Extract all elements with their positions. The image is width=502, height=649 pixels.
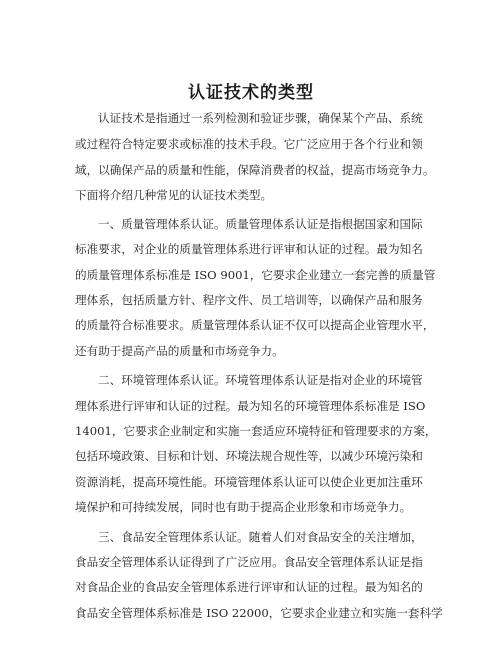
paragraph-line: 的质量管理体系标准是 ISO 9001，它要求企业建立一套完善的质量管: [75, 268, 436, 282]
paragraph-line: 的质量符合标准要求。质量管理体系认证不仅可以提高企业管理水平，: [75, 318, 435, 332]
paragraph-line: 14001，它要求企业制定和实施一套适应环境特征和管理要求的方案，: [75, 424, 437, 438]
paragraph-line: 理体系进行评审和认证的过程。最为知名的环境管理体系标准是 ISO: [75, 399, 426, 413]
paragraph-line: 理体系，包括质量方针、程序文件、员工培训等，以确保产品和服务: [75, 293, 423, 307]
paragraph-line: 下面将介绍几种常见的认证技术类型。: [75, 188, 273, 202]
paragraph-line: 境保护和可持续发展，同时也有助于提高企业形象和市场竞争力。: [75, 500, 412, 514]
paragraph-line: 一、质量管理体系认证。质量管理体系认证是指根据国家和国际: [98, 217, 423, 231]
paragraph-line: 域，以确保产品的质量和性能，保障消费者的权益，提高市场竞争力。: [75, 163, 435, 177]
paragraph-line: 三、食品安全管理体系认证。随着人们对食品安全的关注增加，: [98, 530, 423, 544]
paragraph-line: 包括环境政策、目标和计划、环境法规合规性等，以减少环境污染和: [75, 449, 423, 463]
page-title: 认证技术的类型: [188, 83, 314, 103]
paragraph-line: 食品安全管理体系认证得到了广泛应用。食品安全管理体系认证是指: [75, 555, 423, 569]
paragraph-line: 资源消耗，提高环境性能。环境管理体系认证可以使企业更加注重环: [75, 475, 423, 489]
paragraph-line: 标准要求，对企业的质量管理体系进行评审和认证的过程。最为知名: [75, 242, 423, 256]
paragraph-line: 对食品企业的食品安全管理体系进行评审和认证的过程。最为知名的: [75, 580, 423, 594]
paragraph-line: 二、环境管理体系认证。环境管理体系认证是指对企业的环境管: [98, 373, 423, 387]
paragraph-line: 或过程符合特定要求或标准的技术手段。它广泛应用于各个行业和领: [75, 137, 423, 151]
paragraph-line: 还有助于提高产品的质量和市场竞争力。: [75, 344, 284, 358]
paragraph-line: 食品安全管理体系标准是 ISO 22000，它要求企业建立和实施一套科学: [75, 606, 443, 620]
paragraph-line: 认证技术是指通过一系列检测和验证步骤，确保某个产品、系统: [98, 111, 423, 125]
